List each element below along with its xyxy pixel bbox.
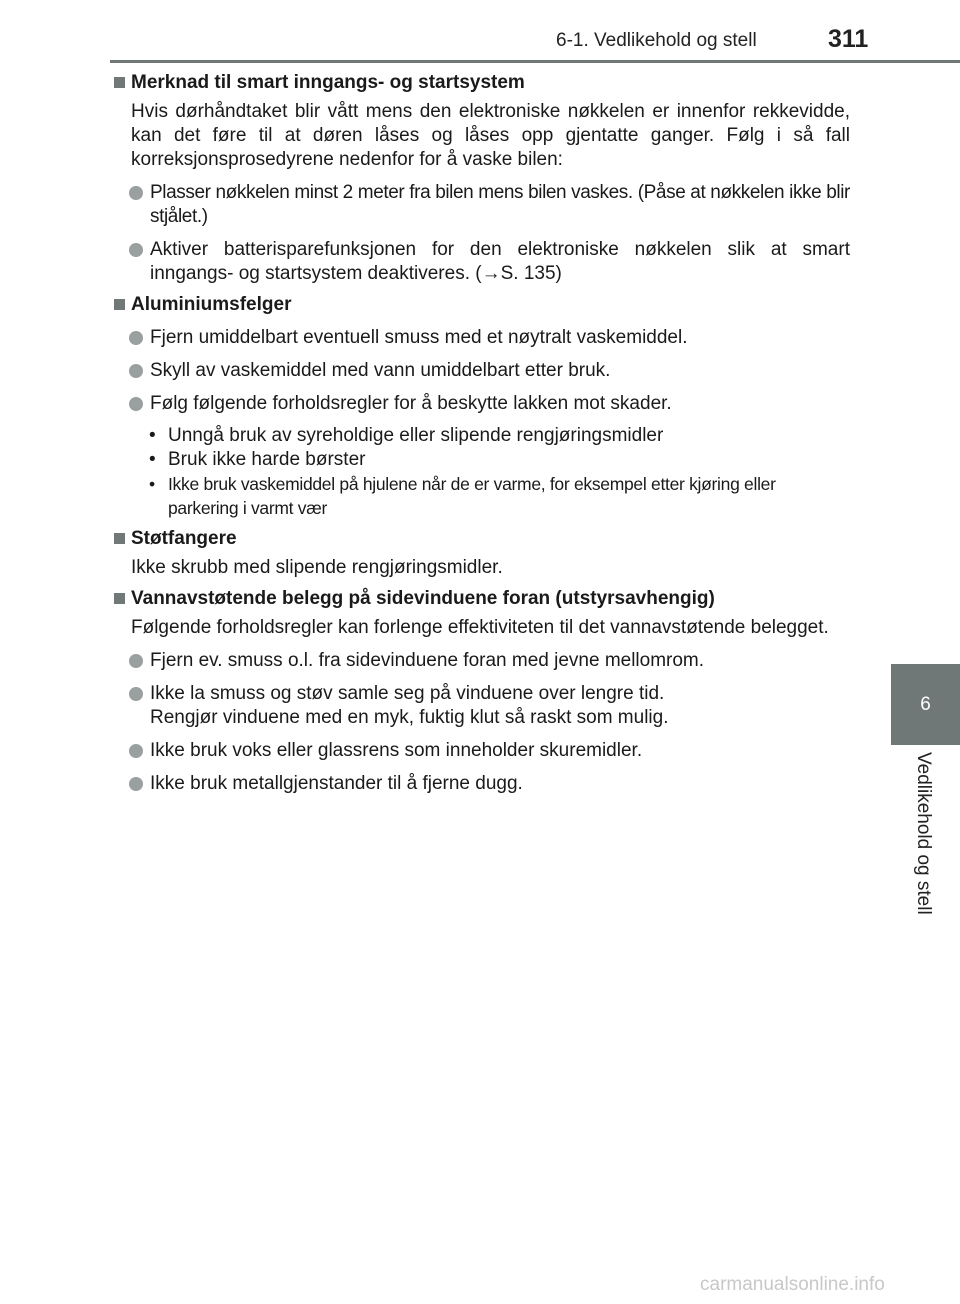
heading-text: Merknad til smart inngangs- og startsystem bbox=[131, 72, 525, 93]
header-divider bbox=[110, 60, 960, 63]
section-heading-smart-entry bbox=[112, 71, 850, 95]
sub-list-item bbox=[112, 424, 850, 448]
list-item bbox=[112, 682, 850, 730]
circle-bullet-icon bbox=[129, 777, 143, 791]
sub-list-item-text: Unngå bruk av syreholdige eller slipende rengjøringsmidler bbox=[168, 425, 664, 446]
list-item bbox=[112, 392, 850, 416]
list-item bbox=[112, 238, 850, 286]
list-item bbox=[112, 359, 850, 383]
section-heading-bumpers bbox=[112, 527, 850, 551]
list-item-text: Rengjør vinduene med en myk, fuktig klut så raskt som mulig. bbox=[150, 707, 669, 728]
dot-marker-icon: • bbox=[149, 449, 156, 470]
circle-bullet-icon bbox=[129, 243, 143, 257]
list-item-text: Følg følgende forholdsregler for å beskytte lakken mot skader. bbox=[150, 393, 672, 414]
site-watermark: carmanualsonline.info bbox=[700, 1274, 885, 1295]
paragraph: Ikke skrubb med slipende rengjøringsmidler. bbox=[131, 557, 503, 578]
page-content bbox=[112, 71, 850, 796]
list-item bbox=[112, 772, 850, 796]
list-item-text: Ikke la smuss og støv samle seg på vinduene over lengre tid. bbox=[150, 683, 665, 704]
circle-bullet-icon bbox=[129, 331, 143, 345]
square-bullet-icon bbox=[114, 593, 125, 604]
circle-bullet-icon bbox=[129, 687, 143, 701]
paragraph: Hvis dørhåndtaket blir vått mens den elektroniske nøkkelen er innenfor rekkevidde, kan det føre til at døren låses og låses opp gjentatte ganger. Følg i så fall korreksjonsprosedyrene nedenfor for å vaske bilen: bbox=[131, 101, 850, 170]
square-bullet-icon bbox=[114, 533, 125, 544]
list-item-text: Aktiver batterisparefunksjonen for den elektroniske nøkkelen slik at smart inngangs- og startsystem deaktiveres. (→S. 135) bbox=[150, 239, 850, 284]
heading-text: Støtfangere bbox=[131, 528, 237, 549]
list-item-text: Plasser nøkkelen minst 2 meter fra bilen mens bilen vaskes. (Påse at nøkkelen ikke blir stjålet.) bbox=[150, 182, 850, 227]
circle-bullet-icon bbox=[129, 654, 143, 668]
heading-text: Aluminiumsfelger bbox=[131, 294, 292, 315]
list-item bbox=[112, 326, 850, 350]
list-item bbox=[112, 739, 850, 763]
chapter-tab bbox=[891, 664, 960, 745]
sub-list-item bbox=[112, 448, 850, 472]
circle-bullet-icon bbox=[129, 744, 143, 758]
circle-bullet-icon bbox=[129, 397, 143, 411]
square-bullet-icon bbox=[114, 77, 125, 88]
dot-marker-icon: • bbox=[149, 474, 155, 494]
sub-list-item-text: Ikke bruk vaskemiddel på hjulene når de er varme, for eksempel etter kjøring eller parkering i varmt vær bbox=[168, 474, 776, 518]
sub-list-item-text: Bruk ikke harde børster bbox=[168, 449, 366, 470]
list-item bbox=[112, 649, 850, 673]
dot-marker-icon: • bbox=[149, 425, 156, 446]
section-heading-aluminium-rims bbox=[112, 293, 850, 317]
page-number: 311 bbox=[828, 25, 869, 53]
list-item-text: Ikke bruk voks eller glassrens som inneholder skuremidler. bbox=[150, 740, 643, 761]
chapter-label: Vedlikehold og stell bbox=[913, 752, 934, 915]
chapter-number: 6 bbox=[920, 694, 931, 715]
square-bullet-icon bbox=[114, 299, 125, 310]
list-item-text: Fjern umiddelbart eventuell smuss med et nøytralt vaskemiddel. bbox=[150, 327, 688, 348]
circle-bullet-icon bbox=[129, 186, 143, 200]
page-header bbox=[0, 0, 960, 60]
list-item bbox=[112, 181, 850, 229]
section-heading-water-repellent bbox=[112, 587, 850, 611]
list-item-text: Skyll av vaskemiddel med vann umiddelbart etter bruk. bbox=[150, 360, 611, 381]
section-title: 6-1. Vedlikehold og stell bbox=[556, 30, 757, 51]
heading-text: Vannavstøtende belegg på sidevinduene foran (utstyrsavhengig) bbox=[131, 588, 715, 609]
circle-bullet-icon bbox=[129, 364, 143, 378]
list-item-text: Fjern ev. smuss o.l. fra sidevinduene foran med jevne mellomrom. bbox=[150, 650, 705, 671]
sub-list-item bbox=[112, 472, 850, 520]
list-item-text: Ikke bruk metallgjenstander til å fjerne dugg. bbox=[150, 773, 523, 794]
paragraph: Følgende forholdsregler kan forlenge effektiviteten til det vannavstøtende belegget. bbox=[131, 617, 829, 638]
